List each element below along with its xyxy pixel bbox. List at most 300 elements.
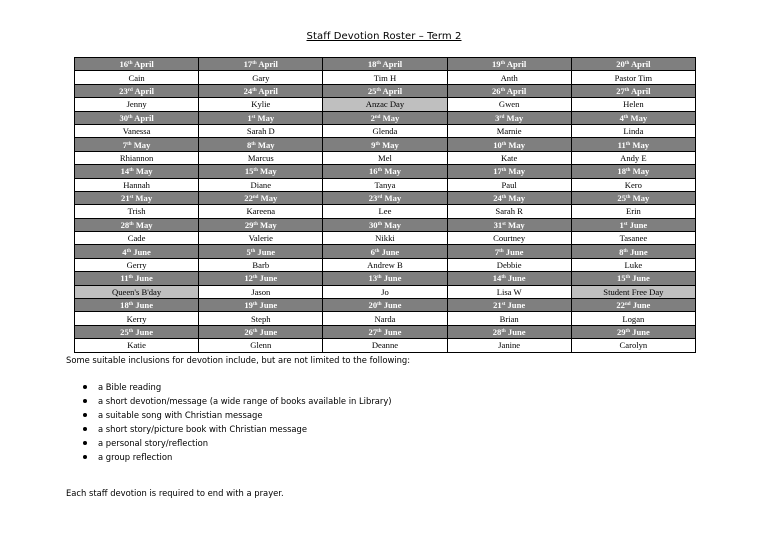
date-cell <box>75 218 199 231</box>
staff-name-cell: Pastor Tim <box>571 71 695 84</box>
date-suffix: th <box>623 114 629 120</box>
date-month: April <box>258 59 278 70</box>
date-cell <box>199 299 323 312</box>
prayer-note: Each staff devotion is required to end with a prayer. <box>66 488 284 498</box>
date-suffix: th <box>128 329 134 334</box>
date-day: 2 <box>370 112 375 123</box>
date-cell <box>75 111 199 124</box>
date-cell <box>199 191 323 204</box>
date-month: June <box>135 327 154 337</box>
date-suffix: th <box>252 87 257 93</box>
date-cell <box>323 191 447 204</box>
name-row <box>75 151 696 164</box>
date-day: 28 <box>492 327 502 337</box>
date-month: May <box>384 219 401 230</box>
date-month: April <box>134 112 154 123</box>
date-day: 31 <box>493 219 503 230</box>
inclusion-item <box>66 422 746 436</box>
date-day: 16 <box>119 59 129 70</box>
bullet-icon <box>83 413 87 417</box>
date-day: 20 <box>616 59 625 70</box>
date-month: June <box>629 219 648 230</box>
date-suffix: th <box>625 141 631 147</box>
staff-name-cell: Deanne <box>323 339 447 352</box>
name-row <box>75 98 696 111</box>
date-suffix: th <box>128 114 133 120</box>
date-day: 6 <box>370 246 375 257</box>
date-month: June <box>505 246 524 257</box>
date-day: 21 <box>121 193 130 204</box>
staff-name-cell: Sarah D <box>199 124 323 137</box>
staff-name-cell: Jason <box>199 285 323 298</box>
date-row <box>75 191 696 204</box>
date-month: June <box>259 327 278 337</box>
date-month: May <box>260 166 277 177</box>
date-suffix: th <box>624 61 630 67</box>
inclusion-text: a short story/picture book with Christian message <box>98 424 308 434</box>
date-day: 17 <box>243 59 253 70</box>
date-suffix: th <box>253 168 258 174</box>
date-day: 13 <box>368 273 378 284</box>
date-day: 11 <box>120 273 129 284</box>
date-cell <box>447 272 571 285</box>
staff-name-cell: Cain <box>75 71 199 84</box>
name-row <box>75 178 696 191</box>
date-suffix: th <box>375 141 380 147</box>
date-month: April <box>382 85 403 96</box>
date-day: 16 <box>369 166 378 177</box>
name-row <box>75 232 696 245</box>
date-day: 12 <box>244 273 253 284</box>
date-suffix: th <box>377 168 383 174</box>
staff-name-cell: Student Free Day <box>571 285 695 298</box>
date-day: 8 <box>246 139 252 150</box>
date-cell <box>199 111 323 124</box>
date-day: 1 <box>247 112 252 123</box>
date-day: 26 <box>492 85 501 96</box>
date-cell <box>447 111 571 124</box>
date-month: May <box>257 139 275 150</box>
date-cell <box>447 299 571 312</box>
date-cell <box>75 138 199 151</box>
staff-name-cell: Vanessa <box>75 124 199 137</box>
date-cell <box>199 138 323 151</box>
staff-name-cell: Linda <box>571 124 695 137</box>
inclusion-text: a suitable song with Christian message <box>98 410 263 420</box>
date-day: 14 <box>120 166 130 177</box>
name-row <box>75 339 696 352</box>
date-month: May <box>135 166 153 177</box>
staff-name-cell: Diane <box>199 178 323 191</box>
date-cell <box>323 299 447 312</box>
date-suffix: st <box>623 221 628 227</box>
inclusion-item <box>66 436 746 450</box>
inclusion-text: a personal story/reflection <box>98 438 209 448</box>
date-month: May <box>508 166 526 177</box>
date-cell <box>447 191 571 204</box>
date-cell <box>199 58 323 71</box>
date-row <box>75 218 696 231</box>
staff-name-cell: Lisa W <box>447 285 571 298</box>
date-month: June <box>383 300 402 311</box>
date-day: 9 <box>371 139 376 150</box>
bullet-icon <box>83 455 87 459</box>
date-month: June <box>507 273 526 284</box>
inclusion-item <box>66 450 746 464</box>
date-suffix: th <box>252 275 258 281</box>
date-row <box>75 138 696 151</box>
date-day: 1 <box>619 219 624 230</box>
name-row <box>75 124 696 137</box>
date-suffix: th <box>626 195 631 201</box>
date-month: June <box>381 246 400 257</box>
date-day: 25 <box>120 327 129 337</box>
date-month: May <box>260 193 278 204</box>
date-month: June <box>507 300 526 311</box>
date-cell <box>571 58 695 71</box>
name-row <box>75 285 696 298</box>
date-suffix: st <box>129 195 134 201</box>
page-title: Staff Devotion Roster – Term 2 <box>306 31 462 42</box>
staff-name-cell: Mel <box>323 151 447 164</box>
date-day: 3 <box>495 112 500 123</box>
date-suffix: th <box>252 61 257 67</box>
staff-name-cell: Gerry <box>75 258 199 271</box>
date-suffix: th <box>126 248 132 254</box>
date-month: May <box>632 166 650 177</box>
date-cell <box>447 218 571 231</box>
date-day: 24 <box>243 85 253 96</box>
date-day: 24 <box>493 193 502 204</box>
staff-name-cell: Anzac Day <box>323 98 447 111</box>
date-suffix: th <box>501 195 507 201</box>
date-cell <box>323 84 447 97</box>
date-month: April <box>506 85 527 96</box>
date-month: April <box>506 59 527 70</box>
date-day: 10 <box>493 139 502 150</box>
date-cell <box>571 245 695 258</box>
date-month: May <box>260 219 277 230</box>
staff-name-cell: Queen's B'day <box>75 285 199 298</box>
staff-name-cell: Tanya <box>323 178 447 191</box>
date-suffix: th <box>626 168 631 174</box>
date-cell <box>199 165 323 178</box>
name-row <box>75 205 696 218</box>
date-day: 22 <box>244 193 253 204</box>
date-month: May <box>135 193 153 204</box>
date-day: 18 <box>120 300 129 311</box>
staff-name-cell: Barb <box>199 258 323 271</box>
staff-name-cell: Luke <box>571 258 695 271</box>
date-row <box>75 84 696 97</box>
staff-name-cell: Anth <box>447 71 571 84</box>
date-cell <box>199 245 323 258</box>
staff-name-cell: Marcus <box>199 151 323 164</box>
date-suffix: th <box>623 248 628 254</box>
staff-name-cell: Gwen <box>447 98 571 111</box>
date-month: May <box>382 112 400 123</box>
date-month: June <box>135 273 153 284</box>
date-suffix: th <box>251 141 256 147</box>
date-month: April <box>134 85 155 96</box>
date-month: May <box>257 112 275 123</box>
date-suffix: nd <box>374 114 381 120</box>
date-cell <box>447 325 571 338</box>
date-row <box>75 325 696 338</box>
date-suffix: th <box>252 329 258 334</box>
date-cell <box>199 325 323 338</box>
date-cell <box>323 325 447 338</box>
date-day: 25 <box>617 193 626 204</box>
date-cell <box>323 245 447 258</box>
date-suffix: th <box>128 302 134 308</box>
date-cell <box>75 84 199 97</box>
date-month: May <box>630 112 648 123</box>
date-cell <box>75 245 199 258</box>
date-month: May <box>632 193 650 204</box>
date-month: June <box>629 246 648 257</box>
name-row <box>75 258 696 271</box>
bullet-icon <box>83 399 87 403</box>
date-day: 28 <box>120 219 130 230</box>
date-cell <box>571 325 695 338</box>
inclusion-text: a short devotion/message (a wide range of books available in Library) <box>98 396 392 406</box>
date-cell <box>447 84 571 97</box>
date-suffix: th <box>374 248 380 254</box>
date-day: 15 <box>616 273 626 284</box>
date-day: 11 <box>617 139 626 150</box>
date-suffix: th <box>501 141 507 147</box>
date-cell <box>323 138 447 151</box>
date-row <box>75 165 696 178</box>
date-month: June <box>259 300 278 311</box>
staff-name-cell: Valerie <box>199 232 323 245</box>
date-suffix: st <box>501 302 506 308</box>
date-month: May <box>508 193 526 204</box>
date-cell <box>199 218 323 231</box>
date-cell <box>75 325 199 338</box>
staff-name-cell: Kerry <box>75 312 199 325</box>
date-suffix: th <box>127 141 132 147</box>
staff-name-cell: Rhiannon <box>75 151 199 164</box>
staff-name-cell: Kylie <box>199 98 323 111</box>
date-cell <box>571 84 695 97</box>
date-suffix: th <box>500 61 506 67</box>
date-month: April <box>382 59 403 70</box>
staff-name-cell: Glenda <box>323 124 447 137</box>
date-month: June <box>632 327 650 337</box>
bullet-icon <box>83 427 87 431</box>
date-month: April <box>258 85 278 96</box>
date-suffix: th <box>625 275 630 281</box>
date-month: June <box>259 273 278 284</box>
date-suffix: rd <box>499 114 505 120</box>
date-suffix: th <box>501 275 506 281</box>
date-month: June <box>383 327 402 337</box>
date-day: 5 <box>246 246 251 257</box>
staff-name-cell: Glenn <box>199 339 323 352</box>
staff-name-cell: Jenny <box>75 98 199 111</box>
date-cell <box>75 272 199 285</box>
date-suffix: th <box>624 87 630 93</box>
date-cell <box>199 84 323 97</box>
staff-name-cell: Jo <box>323 285 447 298</box>
staff-name-cell: Cade <box>75 232 199 245</box>
date-day: 26 <box>244 327 253 337</box>
staff-name-cell: Erin <box>571 205 695 218</box>
date-month: June <box>383 273 402 284</box>
staff-name-cell: Narda <box>323 312 447 325</box>
inclusion-item <box>66 408 746 422</box>
date-suffix: nd <box>624 302 631 308</box>
roster-table <box>74 57 696 353</box>
notes-section <box>66 355 746 498</box>
name-row <box>75 71 696 84</box>
date-month: May <box>384 166 401 177</box>
date-month: April <box>630 59 651 70</box>
date-day: 7 <box>494 246 500 257</box>
date-suffix: th <box>500 87 506 93</box>
date-month: May <box>135 219 153 230</box>
date-cell <box>323 58 447 71</box>
staff-name-cell: Paul <box>447 178 571 191</box>
inclusions-intro: Some suitable inclusions for devotion include, but are not limited to the following: <box>66 355 411 365</box>
bullet-icon <box>83 385 87 389</box>
date-day: 29 <box>616 327 626 337</box>
date-day: 18 <box>367 59 377 70</box>
date-day: 30 <box>119 112 129 123</box>
date-cell <box>323 165 447 178</box>
date-suffix: th <box>501 329 506 334</box>
date-month: June <box>507 327 526 337</box>
date-suffix: th <box>253 221 258 227</box>
date-day: 19 <box>244 300 253 311</box>
date-suffix: th <box>377 302 382 308</box>
date-day: 18 <box>617 166 626 177</box>
date-suffix: th <box>250 248 256 254</box>
date-day: 21 <box>493 300 502 311</box>
date-month: May <box>382 139 399 150</box>
date-day: 20 <box>368 300 378 311</box>
date-month: April <box>630 85 651 96</box>
date-cell <box>571 111 695 124</box>
date-cell <box>571 138 695 151</box>
inclusions-list <box>66 380 746 464</box>
date-suffix: th <box>377 275 382 281</box>
date-row <box>75 245 696 258</box>
date-suffix: st <box>251 114 256 120</box>
date-row <box>75 111 696 124</box>
date-suffix: th <box>625 329 630 334</box>
date-day: 17 <box>493 166 502 177</box>
staff-name-cell: Katie <box>75 339 199 352</box>
date-cell <box>323 218 447 231</box>
date-cell <box>447 245 571 258</box>
date-suffix: st <box>502 221 506 227</box>
date-month: June <box>133 246 151 257</box>
staff-name-cell: Lee <box>323 205 447 218</box>
staff-name-cell: Trish <box>75 205 199 218</box>
staff-name-cell: Marnie <box>447 124 571 137</box>
staff-name-cell: Hannah <box>75 178 199 191</box>
date-day: 22 <box>616 300 625 311</box>
date-suffix: th <box>376 61 381 67</box>
date-row <box>75 272 696 285</box>
date-day: 30 <box>369 219 378 230</box>
inclusion-item <box>66 394 746 408</box>
date-suffix: th <box>128 275 133 281</box>
date-cell <box>571 165 695 178</box>
bullet-icon <box>83 441 87 445</box>
date-day: 29 <box>244 219 254 230</box>
date-cell <box>75 165 199 178</box>
date-month: May <box>632 139 650 150</box>
inclusion-text: a Bible reading <box>98 382 162 392</box>
staff-name-cell: Kareena <box>199 205 323 218</box>
staff-name-cell: Tasanee <box>571 232 695 245</box>
staff-name-cell: Steph <box>199 312 323 325</box>
date-day: 8 <box>619 246 624 257</box>
inclusion-text: a group reflection <box>98 452 173 462</box>
staff-name-cell: Gary <box>199 71 323 84</box>
staff-name-cell: Logan <box>571 312 695 325</box>
staff-name-cell: Janine <box>447 339 571 352</box>
date-day: 19 <box>492 59 501 70</box>
staff-name-cell: Brian <box>447 312 571 325</box>
date-cell <box>447 165 571 178</box>
staff-name-cell: Debbie <box>447 258 571 271</box>
date-day: 4 <box>619 112 624 123</box>
date-month: May <box>508 139 526 150</box>
date-day: 15 <box>244 166 254 177</box>
name-row <box>75 312 696 325</box>
date-day: 25 <box>367 85 377 96</box>
date-suffix: rd <box>127 87 133 93</box>
date-suffix: th <box>376 87 381 93</box>
date-suffix: th <box>501 168 507 174</box>
staff-name-cell: Andy E <box>571 151 695 164</box>
date-month: May <box>507 219 525 230</box>
staff-name-cell: Tim H <box>323 71 447 84</box>
date-month: May <box>384 193 402 204</box>
date-cell <box>571 218 695 231</box>
date-suffix: th <box>377 329 382 334</box>
date-suffix: th <box>128 61 133 67</box>
date-cell <box>323 111 447 124</box>
date-month: June <box>632 273 650 284</box>
date-suffix: rd <box>377 195 383 201</box>
date-day: 7 <box>122 139 128 150</box>
date-day: 4 <box>122 246 127 257</box>
date-row <box>75 58 696 71</box>
staff-name-cell: Courtney <box>447 232 571 245</box>
date-month: June <box>135 300 154 311</box>
date-row <box>75 299 696 312</box>
date-cell <box>75 58 199 71</box>
date-cell <box>447 138 571 151</box>
staff-name-cell: Carolyn <box>571 339 695 352</box>
date-suffix: nd <box>252 195 259 201</box>
date-day: 27 <box>616 85 625 96</box>
date-cell <box>75 191 199 204</box>
staff-name-cell: Andrew B <box>323 258 447 271</box>
staff-name-cell: Helen <box>571 98 695 111</box>
date-suffix: th <box>252 302 258 308</box>
date-cell <box>571 299 695 312</box>
date-suffix: th <box>377 221 383 227</box>
date-month: May <box>506 112 524 123</box>
inclusion-item <box>66 380 746 394</box>
